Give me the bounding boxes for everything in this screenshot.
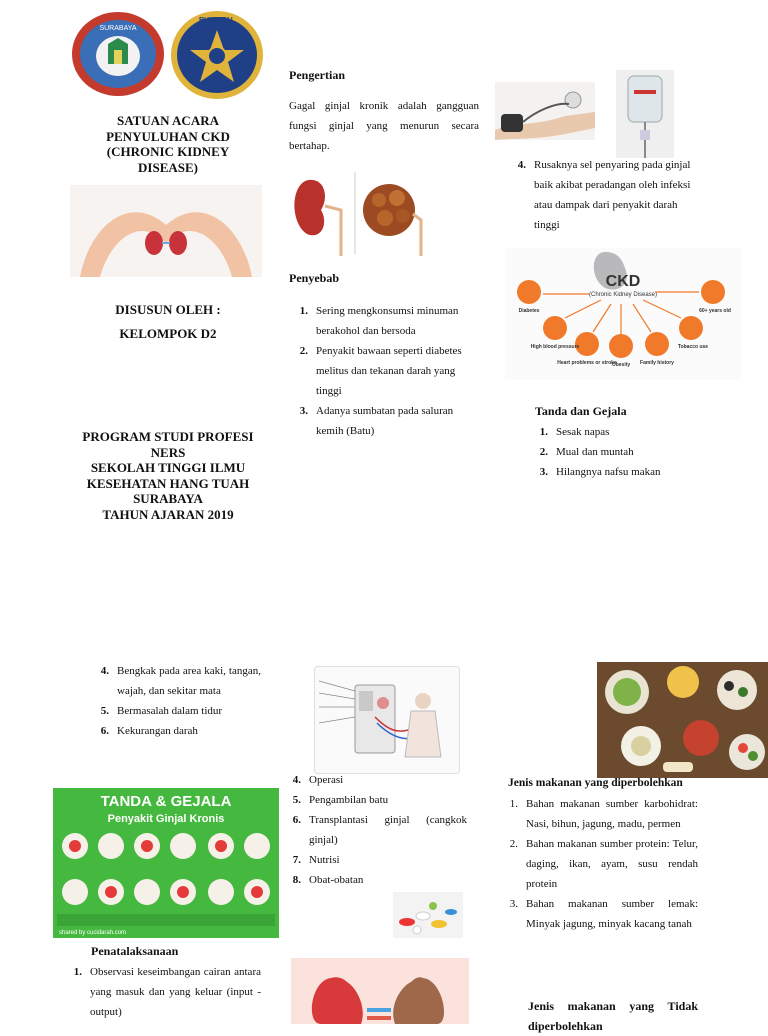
list-item: 1. Sering mengkonsumsi minuman berakohol dan bersoda xyxy=(299,305,459,337)
list-item: 4. Bengkak pada area kaki, tangan, wajah, dan sekitar mata xyxy=(100,665,261,697)
blood-pressure-measurement-image xyxy=(495,82,595,140)
list-item: 3. Hilangnya nafsu makan xyxy=(539,466,661,478)
cover-title-line: DISEASE) xyxy=(138,159,198,175)
penatalaksanaan-list xyxy=(64,962,261,1022)
kidney-comparison-image xyxy=(289,170,439,256)
list-item: 1. Observasi keseimbangan cairan antara yang masuk dan yang keluar (input - output) xyxy=(73,966,261,1018)
list-item: 2. Penyakit bawaan seperti diabetes melitus dan tekanan darah yang tinggi xyxy=(299,345,462,397)
cover-title-line: (CHRONIC KIDNEY xyxy=(106,144,230,159)
ckd-factor-label: Tobacco use xyxy=(677,344,709,350)
ckd-factor-label: 60+ years old xyxy=(699,308,731,314)
penatalaksanaan-list-continued xyxy=(283,770,467,890)
ckd-factor-label: Obesity xyxy=(611,362,631,368)
ckd-title: CKD xyxy=(605,273,641,290)
authored-by-label: DISUSUN OLEH : xyxy=(115,302,221,317)
list-item: 2. Bahan makanan sumber protein: Telur, daging, ikan, ayam, susu rendah protein xyxy=(509,838,698,890)
list-item: 4. Operasi xyxy=(292,774,344,786)
institution-line: SURABAYA xyxy=(133,491,203,506)
tanda-gejala-poster xyxy=(53,788,279,938)
list-item: 5. Pengambilan batu xyxy=(292,794,389,806)
tanda-heading: Tanda dan Gejala xyxy=(535,404,627,418)
iv-infusion-bag-image xyxy=(616,70,674,158)
list-item: 3. Bahan makanan sumber lemak: Minyak jagung, minyak kacang tanah xyxy=(509,898,698,930)
ckd-factor-label: Heart problems or stroke xyxy=(557,360,617,366)
tanda-list-continued xyxy=(91,661,261,741)
tanda-list xyxy=(530,422,710,482)
institution-line: TAHUN AJARAN 2019 xyxy=(102,506,234,522)
institution-line: PROGRAM STUDI PROFESI xyxy=(82,429,254,444)
list-item: 3. Adanya sumbatan pada saluran kemih (Batu) xyxy=(299,405,454,437)
list-item: 2. Mual dan muntah xyxy=(539,446,634,458)
cover-title-line: SATUAN ACARA xyxy=(117,113,219,128)
svg-text:RUMKITAL: RUMKITAL xyxy=(198,17,236,24)
kidney-cartoon-image xyxy=(291,958,469,1024)
cover-title-line: PENYULUHAN CKD xyxy=(106,128,230,144)
institution-line: SEKOLAH TINGGI ILMU xyxy=(90,460,246,475)
logo-stikes-hang-tuah xyxy=(70,10,166,98)
cover-title xyxy=(70,113,266,175)
allowed-food-list xyxy=(500,794,698,934)
not-allowed-food-heading: Jenis makanan yang Tidak diperbolehkan xyxy=(528,999,698,1033)
poster-title: TANDA & GEJALA xyxy=(100,793,232,810)
list-item: 1. Sesak napas xyxy=(539,426,610,438)
medicine-pills-image xyxy=(393,892,463,938)
institution-block xyxy=(66,429,270,522)
institution-line: KESEHATAN HANG TUAH xyxy=(86,475,250,491)
penyebab-list xyxy=(290,301,474,441)
poster-subtitle: Penyakit Ginjal Kronis xyxy=(107,813,225,825)
ckd-factor-label: High blood pressure xyxy=(530,344,580,350)
group-name: KELOMPOK D2 xyxy=(119,326,217,341)
penyebab-list-continued xyxy=(508,155,698,235)
penatalaksanaan-heading: Penatalaksanaan xyxy=(91,944,179,958)
ckd-factor-label: Family history xyxy=(640,360,674,366)
list-item: 6. Transplantasi ginjal (cangkok ginjal) xyxy=(292,814,467,846)
list-item: 1. Bahan makanan sumber karbohidrat: Nasi, bihun, jagung, madu, permen xyxy=(509,798,698,830)
list-item: 8. Obat-obatan xyxy=(292,874,364,886)
svg-text:SURABAYA: SURABAYA xyxy=(99,25,137,32)
pengertian-text: Gagal ginjal kronik adalah gangguan fungsi ginjal yang menurun secara bertahap. xyxy=(289,100,479,152)
ckd-risk-factors-graphic xyxy=(505,248,741,380)
allowed-food-heading: Jenis makanan yang diperbolehkan xyxy=(508,777,683,789)
list-item: 7. Nutrisi xyxy=(292,854,340,866)
list-item: 5. Bermasalah dalam tidur xyxy=(100,705,223,717)
poster-credit: shared by cucidarah.com xyxy=(59,930,127,936)
healthy-food-spread-image xyxy=(597,662,768,778)
penyebab-heading: Penyebab xyxy=(289,271,340,285)
dialysis-machine-diagram xyxy=(314,666,460,774)
pengertian-heading: Pengertian xyxy=(289,68,345,82)
list-item: 6. Kekurangan darah xyxy=(100,725,198,737)
institution-line: NERS xyxy=(150,444,186,460)
logo-rumkital xyxy=(170,10,265,100)
ckd-factor-label: Diabetes xyxy=(518,308,540,314)
list-item: 4. Rusaknya sel penyaring pada ginjal baik akibat peradangan oleh infeksi atau dampak dari penyakit darah tinggi xyxy=(517,159,691,231)
ckd-subtitle: (Chronic Kidney Disease) xyxy=(588,292,658,298)
heart-hands-kidney-image xyxy=(70,185,262,277)
